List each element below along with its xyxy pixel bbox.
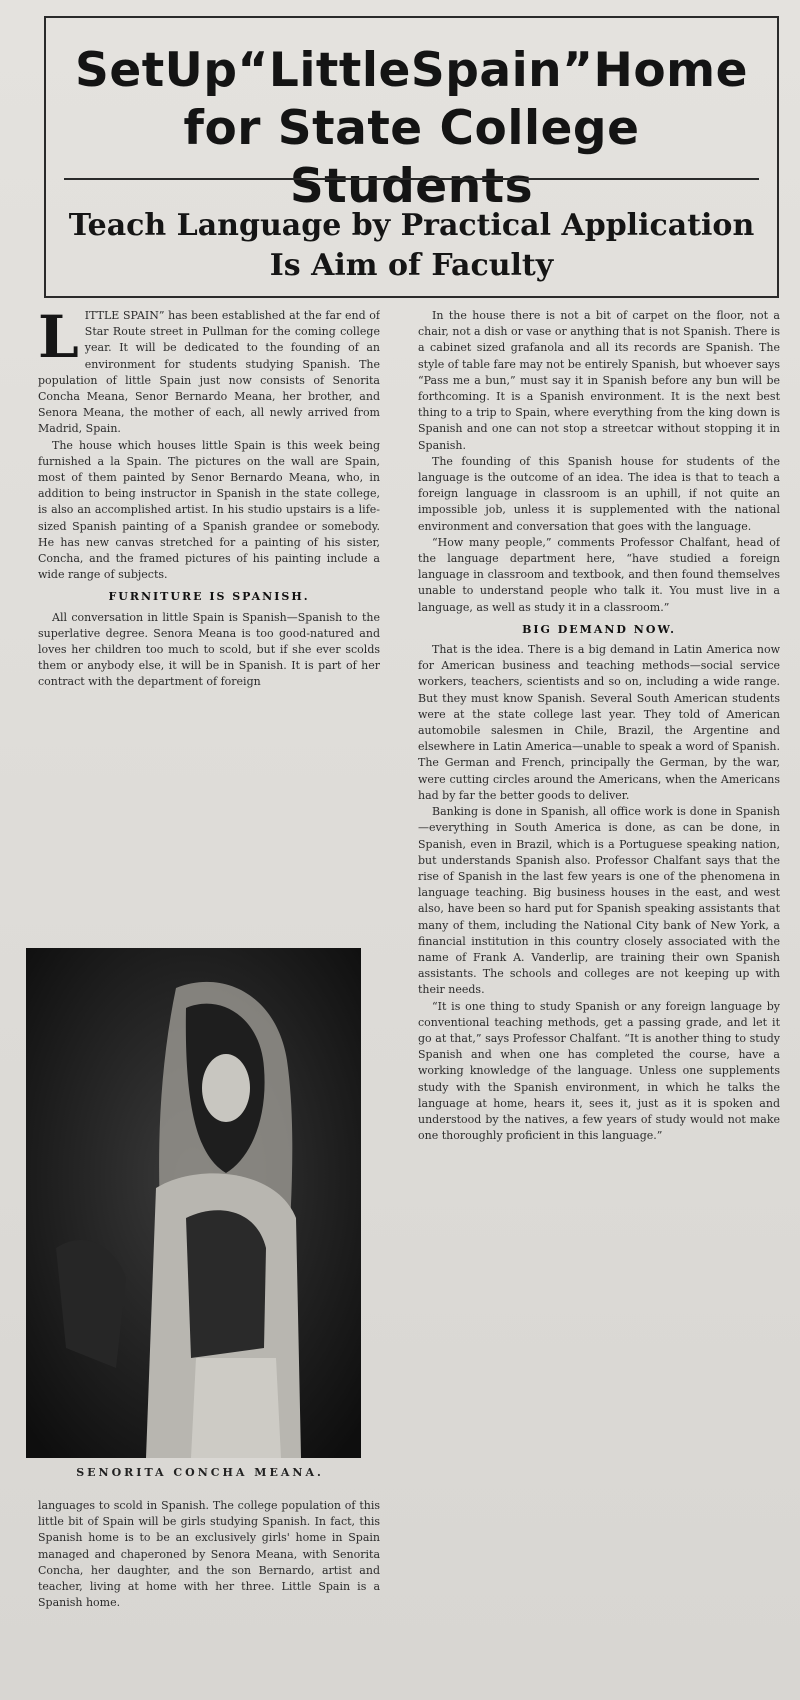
paragraph: Banking is done in Spanish, all office work is done in Spanish—everything in South America is done, as can be done, in Spanish, even in Brazil, which is a Portuguese speaking nation, but understands Spanish also. Professor Chalfant says that the rise of Spanish in the last few years is one of the phenomena in language teaching. Big business houses in the east, and west also, have been so hard put for Spanish speaking assistants that many of them, including the National City bank of New York, a financial institution in this country closely associated with the name of Frank A. Vanderlip, are training their own Spanish assistants. The schools and colleges are not keeping up with their needs. — [418, 805, 780, 997]
headline-rule — [64, 178, 759, 180]
article-column-left-continued — [38, 1498, 380, 1688]
headline-line-1: SetUp“LittleSpain”Home — [74, 43, 749, 98]
paragraph: The founding of this Spanish house for students of the language is the outcome of an idea. The idea is that to teach a foreign language in classroom is an uphill, if not quite an impossible job, unless it is supplemented with the national environment and conversation that goes with the language. — [418, 454, 780, 533]
portrait-image — [26, 948, 361, 1458]
article-column-left — [38, 308, 380, 936]
drop-cap: L — [38, 308, 79, 371]
portrait-photo — [26, 948, 361, 1458]
subheadline-line-2: Is Aim of Faculty — [269, 248, 554, 283]
paragraph: In the house there is not a bit of carpet on the floor, not a chair, not a dish or vase or anything that is not Spanish. There is a cabinet sized grafanola and all its records are Spanish. The style of table fare may not be entirely Spanish, but whoever says “Pass me a bun,” must say it in Spanish before any bun will be forthcoming. It is a Spanish environment. It is the next best thing to a trip to Spain, where everything from the king down is Spanish and one can not stop a streetcar without stopping it in Spanish. — [418, 309, 780, 452]
headline-box — [44, 16, 779, 298]
paragraph: The house which houses little Spain is this week being furnished a la Spain. The pictures on the wall are Spain, most of them painted by Senor Bernardo Meana, who, in addition to being instructor in Spanish in the state college, is also an accomplished artist. In his studio upstairs is a life-sized Spanish painting of a Spanish grandee or somebody. He has new canvas stretched for a painting of his sister, Concha, and the framed pictures of his painting include a wide range of subjects. — [38, 438, 380, 582]
article-column-right — [418, 308, 780, 1683]
photo-caption: SENORITA CONCHA MEANA. — [76, 1466, 324, 1479]
headline — [56, 42, 767, 216]
paragraph: “It is one thing to study Spanish or any foreign language by conventional teaching methods, get a passing grade, and let it go at that,” says Professor Chalfant. “It is another thing to study Spanish and when one has completed the course, have a working knowledge of the language. Unless one supplements study with the Spanish environment, in which he talks the language at home, hears it, sees it, just as it is spoken and understood by the natives, a few years of study would not make one thoroughly proficient in this language.” — [418, 999, 780, 1143]
paragraph-text: ITTLE SPAIN” has been established at the far end of Star Route street in Pullman for the coming college year. It will be dedicated to the founding of an environment for students studying Spanish. The population of little Spain just now consists of Senorita Concha Meana, Senor Bernardo Meana, her brother, and Senora Meana, the mother of each, all newly arrived from Madrid, Spain. — [38, 309, 380, 436]
section-subheading: FURNITURE IS SPANISH. — [108, 590, 310, 604]
paragraph: All conversation in little Spain is Spanish—Spanish to the superlative degree. Senora Meana is too good-natured and loves her children too much to scold, but if she ever scolds them or anybody else, it will be in Spanish. It is part of her contract with the department of foreign — [38, 610, 380, 689]
subheadline-line-1: Teach Language by Practical Application — [68, 208, 755, 243]
subheadline — [56, 206, 767, 286]
section-subheading: BIG DEMAND NOW. — [522, 622, 676, 636]
headline-line-2: for State College Students — [183, 101, 640, 214]
paragraph — [38, 308, 380, 438]
paragraph: languages to scold in Spanish. The college population of this little bit of Spain will be girls studying Spanish. In fact, this Spanish home is to be an exclusively girls' home in Spain managed and chaperoned by Senora Meana, with Senorita Concha, her daughter, and the son Bernardo, artist and teacher, living at home with her three. Little Spain is a Spanish home. — [38, 1499, 380, 1610]
paragraph: That is the idea. There is a big demand in Latin America now for American business and teaching methods—social service workers, teachers, scientists and so on, including a wide range. But they must know Spanish. Several South American students were at the state college last year. They told of American automobile salesmen in Chile, Brazil, the Argentine and elsewhere in Latin America—unable to speak a word of Spanish. The German and French, principally the German, by the war, were cutting circles around the Americans, when the Americans had by far the better goods to deliver. — [418, 643, 780, 802]
paragraph: “How many people,” comments Professor Chalfant, head of the language department here, “have studied a foreign language in classroom and textbook, and then found themselves unable to understand people who talk it. You must live in a language, as well as study it in a classroom.” — [418, 535, 780, 614]
